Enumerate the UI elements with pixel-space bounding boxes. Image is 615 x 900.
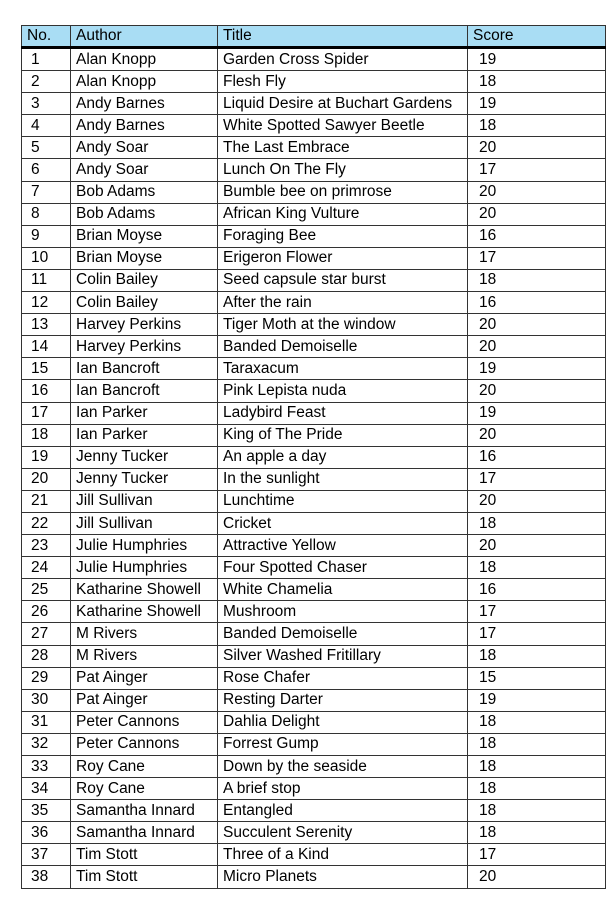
cell-author: Colin Bailey <box>71 292 218 314</box>
cell-title: A brief stop <box>218 778 468 800</box>
cell-title: Banded Demoiselle <box>218 623 468 645</box>
cell-no: 12 <box>22 292 71 314</box>
table-row <box>22 292 606 314</box>
table-row <box>22 181 606 203</box>
table-row <box>22 689 606 711</box>
cell-title: After the rain <box>218 292 468 314</box>
cell-author: Julie Humphries <box>71 535 218 557</box>
cell-no: 36 <box>22 822 71 844</box>
cell-score: 20 <box>468 380 606 402</box>
cell-no: 22 <box>22 512 71 534</box>
cell-author: M Rivers <box>71 645 218 667</box>
cell-author: Alan Knopp <box>71 71 218 93</box>
cell-author: Bob Adams <box>71 181 218 203</box>
cell-score: 17 <box>468 468 606 490</box>
table-row <box>22 535 606 557</box>
cell-no: 26 <box>22 601 71 623</box>
header-title: Title <box>218 26 468 48</box>
cell-title: An apple a day <box>218 446 468 468</box>
cell-no: 3 <box>22 93 71 115</box>
table-row <box>22 115 606 137</box>
table-row <box>22 247 606 269</box>
table-row <box>22 203 606 225</box>
cell-author: Jenny Tucker <box>71 468 218 490</box>
table-row <box>22 756 606 778</box>
table-row <box>22 446 606 468</box>
cell-score: 18 <box>468 512 606 534</box>
cell-title: African King Vulture <box>218 203 468 225</box>
table-row <box>22 137 606 159</box>
cell-score: 20 <box>468 490 606 512</box>
table-row <box>22 711 606 733</box>
cell-no: 6 <box>22 159 71 181</box>
cell-no: 37 <box>22 844 71 866</box>
cell-author: Ian Parker <box>71 402 218 424</box>
cell-title: Three of a Kind <box>218 844 468 866</box>
cell-score: 17 <box>468 247 606 269</box>
cell-score: 19 <box>468 358 606 380</box>
cell-author: Ian Bancroft <box>71 358 218 380</box>
cell-title: Banded Demoiselle <box>218 336 468 358</box>
cell-no: 33 <box>22 756 71 778</box>
cell-author: Katharine Showell <box>71 601 218 623</box>
cell-title: Liquid Desire at Buchart Gardens <box>218 93 468 115</box>
table-row <box>22 358 606 380</box>
cell-author: Roy Cane <box>71 756 218 778</box>
cell-no: 29 <box>22 667 71 689</box>
header-author: Author <box>71 26 218 48</box>
cell-author: Alan Knopp <box>71 48 218 71</box>
cell-score: 18 <box>468 711 606 733</box>
cell-score: 18 <box>468 822 606 844</box>
cell-no: 15 <box>22 358 71 380</box>
cell-title: In the sunlight <box>218 468 468 490</box>
cell-title: Foraging Bee <box>218 225 468 247</box>
cell-title: Taraxacum <box>218 358 468 380</box>
cell-score: 20 <box>468 314 606 336</box>
cell-score: 16 <box>468 579 606 601</box>
cell-score: 16 <box>468 225 606 247</box>
table-body <box>22 48 606 889</box>
table-row <box>22 424 606 446</box>
cell-author: Tim Stott <box>71 844 218 866</box>
cell-author: Brian Moyse <box>71 247 218 269</box>
cell-title: Erigeron Flower <box>218 247 468 269</box>
cell-author: Samantha Innard <box>71 800 218 822</box>
cell-title: Dahlia Delight <box>218 711 468 733</box>
cell-no: 28 <box>22 645 71 667</box>
cell-author: Katharine Showell <box>71 579 218 601</box>
cell-title: Succulent Serenity <box>218 822 468 844</box>
cell-author: Colin Bailey <box>71 269 218 291</box>
table-row <box>22 336 606 358</box>
cell-title: White Chamelia <box>218 579 468 601</box>
cell-no: 17 <box>22 402 71 424</box>
cell-score: 20 <box>468 424 606 446</box>
cell-no: 25 <box>22 579 71 601</box>
cell-author: Peter Cannons <box>71 711 218 733</box>
cell-score: 19 <box>468 689 606 711</box>
cell-no: 19 <box>22 446 71 468</box>
cell-no: 11 <box>22 269 71 291</box>
table-row <box>22 579 606 601</box>
cell-title: Garden Cross Spider <box>218 48 468 71</box>
cell-title: Seed capsule star burst <box>218 269 468 291</box>
cell-no: 9 <box>22 225 71 247</box>
cell-title: Lunch On The Fly <box>218 159 468 181</box>
cell-author: Jenny Tucker <box>71 446 218 468</box>
table-row <box>22 733 606 755</box>
cell-title: Resting Darter <box>218 689 468 711</box>
cell-title: Pink Lepista nuda <box>218 380 468 402</box>
table-row <box>22 822 606 844</box>
cell-no: 13 <box>22 314 71 336</box>
cell-title: Forrest Gump <box>218 733 468 755</box>
cell-no: 31 <box>22 711 71 733</box>
cell-title: Four Spotted Chaser <box>218 557 468 579</box>
table-row <box>22 380 606 402</box>
table-row <box>22 512 606 534</box>
cell-score: 18 <box>468 269 606 291</box>
cell-author: Ian Parker <box>71 424 218 446</box>
header-no: No. <box>22 26 71 48</box>
table-header <box>22 26 606 48</box>
table-row <box>22 314 606 336</box>
cell-title: Micro Planets <box>218 866 468 888</box>
cell-no: 23 <box>22 535 71 557</box>
cell-score: 20 <box>468 181 606 203</box>
cell-author: Tim Stott <box>71 866 218 888</box>
cell-score: 20 <box>468 336 606 358</box>
cell-title: Ladybird Feast <box>218 402 468 424</box>
cell-title: Lunchtime <box>218 490 468 512</box>
cell-title: Attractive Yellow <box>218 535 468 557</box>
cell-title: Rose Chafer <box>218 667 468 689</box>
cell-no: 5 <box>22 137 71 159</box>
cell-author: Brian Moyse <box>71 225 218 247</box>
cell-score: 15 <box>468 667 606 689</box>
cell-author: M Rivers <box>71 623 218 645</box>
cell-no: 4 <box>22 115 71 137</box>
cell-no: 24 <box>22 557 71 579</box>
cell-author: Andy Barnes <box>71 115 218 137</box>
table-row <box>22 93 606 115</box>
header-row <box>22 26 606 48</box>
cell-author: Roy Cane <box>71 778 218 800</box>
cell-no: 38 <box>22 866 71 888</box>
cell-author: Pat Ainger <box>71 667 218 689</box>
cell-score: 18 <box>468 756 606 778</box>
cell-title: Bumble bee on primrose <box>218 181 468 203</box>
cell-score: 19 <box>468 402 606 424</box>
cell-no: 2 <box>22 71 71 93</box>
cell-score: 19 <box>468 48 606 71</box>
cell-score: 18 <box>468 778 606 800</box>
cell-title: Tiger Moth at the window <box>218 314 468 336</box>
cell-score: 18 <box>468 733 606 755</box>
cell-author: Peter Cannons <box>71 733 218 755</box>
table-row <box>22 269 606 291</box>
cell-author: Pat Ainger <box>71 689 218 711</box>
table-row <box>22 225 606 247</box>
cell-score: 17 <box>468 844 606 866</box>
cell-no: 18 <box>22 424 71 446</box>
table-row <box>22 557 606 579</box>
cell-no: 1 <box>22 48 71 71</box>
cell-score: 20 <box>468 535 606 557</box>
cell-author: Bob Adams <box>71 203 218 225</box>
cell-no: 14 <box>22 336 71 358</box>
cell-no: 27 <box>22 623 71 645</box>
cell-score: 16 <box>468 292 606 314</box>
table-row <box>22 468 606 490</box>
cell-score: 18 <box>468 800 606 822</box>
cell-author: Jill Sullivan <box>71 512 218 534</box>
table-row <box>22 490 606 512</box>
cell-author: Andy Soar <box>71 137 218 159</box>
cell-title: The Last Embrace <box>218 137 468 159</box>
cell-no: 34 <box>22 778 71 800</box>
table-row <box>22 623 606 645</box>
table-row <box>22 844 606 866</box>
cell-author: Jill Sullivan <box>71 490 218 512</box>
table-row <box>22 866 606 888</box>
cell-title: Entangled <box>218 800 468 822</box>
cell-no: 30 <box>22 689 71 711</box>
table-row <box>22 800 606 822</box>
cell-score: 18 <box>468 71 606 93</box>
table-row <box>22 645 606 667</box>
cell-score: 17 <box>468 601 606 623</box>
cell-no: 10 <box>22 247 71 269</box>
cell-title: Silver Washed Fritillary <box>218 645 468 667</box>
cell-author: Andy Barnes <box>71 93 218 115</box>
table-row <box>22 402 606 424</box>
cell-no: 16 <box>22 380 71 402</box>
cell-no: 20 <box>22 468 71 490</box>
cell-no: 32 <box>22 733 71 755</box>
cell-score: 17 <box>468 623 606 645</box>
scores-table <box>21 25 606 889</box>
cell-title: Cricket <box>218 512 468 534</box>
cell-author: Harvey Perkins <box>71 314 218 336</box>
cell-author: Julie Humphries <box>71 557 218 579</box>
cell-author: Andy Soar <box>71 159 218 181</box>
cell-score: 19 <box>468 93 606 115</box>
cell-title: Mushroom <box>218 601 468 623</box>
cell-title: White Spotted Sawyer Beetle <box>218 115 468 137</box>
cell-score: 18 <box>468 115 606 137</box>
cell-score: 17 <box>468 159 606 181</box>
table-row <box>22 778 606 800</box>
cell-score: 20 <box>468 203 606 225</box>
cell-score: 20 <box>468 866 606 888</box>
cell-author: Ian Bancroft <box>71 380 218 402</box>
cell-score: 18 <box>468 557 606 579</box>
cell-title: King of The Pride <box>218 424 468 446</box>
header-score: Score <box>468 26 606 48</box>
cell-no: 35 <box>22 800 71 822</box>
cell-title: Down by the seaside <box>218 756 468 778</box>
cell-no: 21 <box>22 490 71 512</box>
cell-no: 7 <box>22 181 71 203</box>
cell-author: Harvey Perkins <box>71 336 218 358</box>
cell-score: 16 <box>468 446 606 468</box>
table-row <box>22 48 606 71</box>
cell-no: 8 <box>22 203 71 225</box>
table-row <box>22 159 606 181</box>
cell-score: 20 <box>468 137 606 159</box>
table-row <box>22 601 606 623</box>
cell-score: 18 <box>468 645 606 667</box>
cell-title: Flesh Fly <box>218 71 468 93</box>
table-row <box>22 667 606 689</box>
table-row <box>22 71 606 93</box>
cell-author: Samantha Innard <box>71 822 218 844</box>
